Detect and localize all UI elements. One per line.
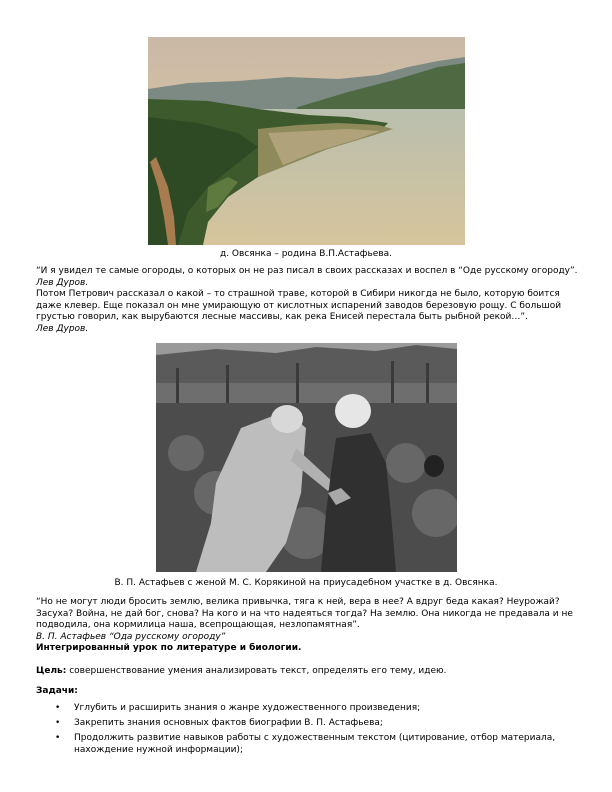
goal-label: Цель: xyxy=(36,666,67,676)
quote3-block xyxy=(36,597,581,655)
quote2-text: Потом Петрович рассказал о какой – то страшной траве, которой в Сибири никогда не было, которую боится даже клевер. Еще показал он мне умирающую от кислотных испарений заводов березовую рощу. С большой грустью говорил, как вырубаются лесные массивы, как река Енисей перестала быть рыбной рекой…”. xyxy=(36,289,562,322)
list-item: • Углубить и расширить знания о жанре художественного произведения; xyxy=(36,703,581,715)
quote3-author: В. П. Астафьев “Ода русскому огороду” xyxy=(36,631,226,642)
tasks-heading xyxy=(36,686,581,698)
quote3-text: “Но не могут люди бросить землю, велика привычка, тяга к ней, вера в нее? А вдруг беда какая? Неурожай? Засуха? Война, не дай бог, снова? На кого и на что надеяться тогда? На землю. Она никогда не предавала и не подводила, она кормилица наша, всепрощающая, незлопамятная”. xyxy=(36,597,573,630)
tasks-list xyxy=(36,703,581,760)
quote2-author: Лев Дуров. xyxy=(36,323,89,334)
quotes-block xyxy=(36,266,581,335)
lesson-title: Интегрированный урок по литературе и биологии. xyxy=(36,643,302,653)
list-item: • Продолжить развитие навыков работы с художественным текстом (цитирование, отбор материала, нахождение нужной информации); xyxy=(36,733,581,756)
quote1-text: “И я увидел те самые огороды, о которых он не раз писал в своих рассказах и воспел в “Оде русскому огороду”. xyxy=(36,266,578,276)
astafyev-garden-photo xyxy=(156,343,457,572)
goal-text: совершенствование умения анализировать текст, определять его тему, идею. xyxy=(66,666,447,676)
quote1-author: Лев Дуров. xyxy=(36,277,89,288)
tasks-label: Задачи: xyxy=(36,686,78,696)
photo2-caption: В. П. Астафьев с женой М. С. Корякиной на приусадебном участке в д. Овсянка. xyxy=(114,578,498,588)
list-item: • Закрепить знания основных фактов биографии В. П. Астафьева; xyxy=(36,718,581,730)
lesson-goal xyxy=(36,666,581,678)
village-landscape-photo xyxy=(148,37,465,245)
photo1-caption: д. Овсянка – родина В.П.Астафьева. xyxy=(219,249,393,259)
